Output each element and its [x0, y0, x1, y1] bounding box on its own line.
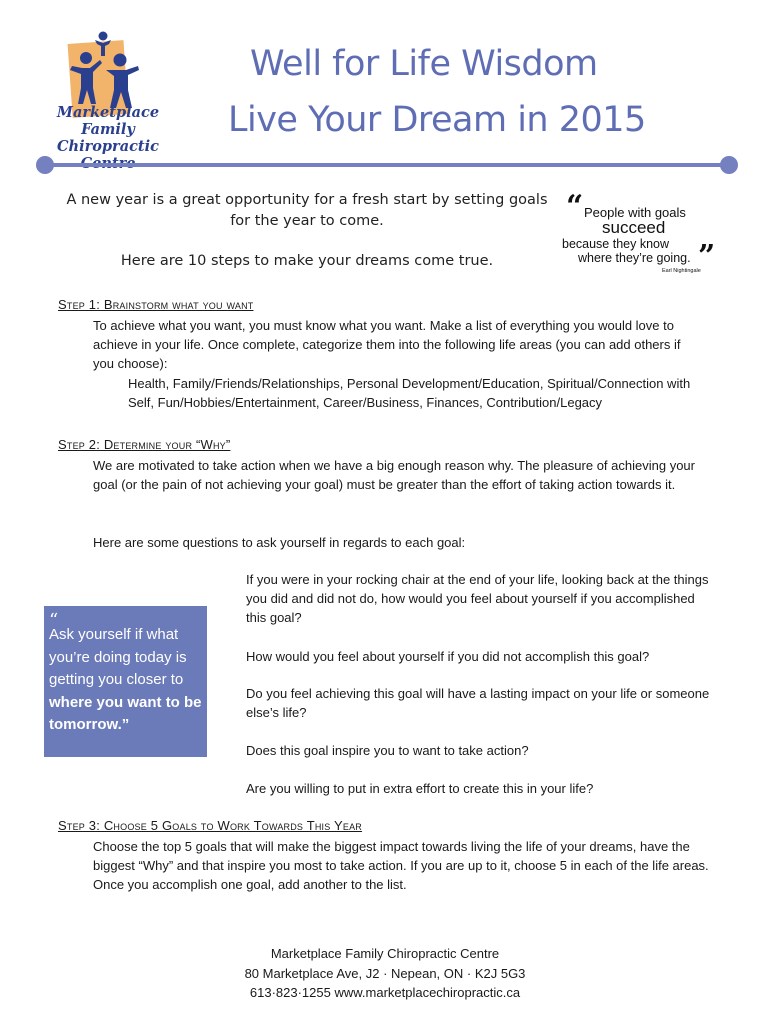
open-quote-mark: “: [566, 189, 584, 224]
step3-body: Choose the top 5 goals that will make the biggest impact towards living the life of your dreams, have the biggest “Why” and that inspire you most to take action. If you are up to it, choose 5 in each of the life areas. Once you accomplish one goal, add another to the list.: [93, 839, 709, 893]
quote-line: People with goals: [584, 205, 686, 220]
logo-wordmark: [38, 104, 178, 172]
footer-clinic-name: Marketplace Family Chiropractic Centre: [270, 946, 500, 961]
quote-author: Earl Nightingale: [662, 268, 701, 274]
step2-heading: Step 2: Determine your “Why”: [58, 437, 231, 452]
quote-line: succeed: [602, 218, 666, 237]
question-item: Do you feel achieving this goal will have a lasting impact on your life or someone else’s life?: [246, 686, 710, 721]
footer-address: 80 Marketplace Ave, J2 · Nepean, ON · K2J 5G3: [244, 965, 526, 981]
ask-yourself-quote-box: [44, 606, 207, 757]
quote-line: where they’re going.: [578, 251, 691, 265]
footer: [0, 944, 770, 1003]
question-item: If you were in your rocking chair at the end of your life, looking back at the things you did and did not do, how would you feel about yourself if you accomplished this goal?: [246, 572, 709, 626]
divider-dot-right: [720, 156, 738, 174]
header-divider: [44, 163, 728, 167]
page-subtitle: Live Your Dream in 2015: [228, 100, 646, 140]
close-quote-mark: ”: [698, 239, 716, 274]
logo-line1: Marketplace Family: [56, 104, 160, 138]
step1-heading: Step 1: Brainstorm what you want: [58, 297, 254, 312]
divider-dot-left: [36, 156, 54, 174]
open-quote-mark: “: [49, 610, 59, 631]
question-item: Are you willing to put in extra effort to create this in your life?: [246, 781, 594, 796]
question-item: How would you feel about yourself if you did not accomplish this goal?: [246, 649, 650, 664]
footer-contact: 613·823·1255 www.marketplacechiropractic.ca: [249, 985, 521, 1000]
intro-steps-text: Here are 10 steps to make your dreams come true.: [120, 253, 494, 269]
intro-text: A new year is a great opportunity for a fresh start by setting goals for the year to come.: [66, 192, 548, 229]
quote-bold: where you want to be tomorrow.”: [49, 693, 202, 733]
logo-line2: Chiropractic: [57, 138, 159, 155]
quote-regular: Ask yourself if what you’re doing today is getting you closer to: [49, 626, 187, 688]
step2-body: We are motivated to take action when we have a big enough reason why. The pleasure of achieving your goal (or the pain of not achieving your goal) must be greater than the effort of taking action towards it.: [93, 458, 695, 493]
quote-line: because they know: [562, 237, 670, 251]
step1-body: To achieve what you want, you must know what you want. Make a list of everything you would love to achieve in your life. Once complete, categorize them into the following life areas (you can add others if you choose):: [93, 318, 681, 372]
quote-text: [49, 624, 207, 737]
questions-intro: Here are some questions to ask yourself in regards to each goal:: [93, 535, 466, 550]
question-item: Does this goal inspire you to want to take action?: [246, 743, 529, 758]
goals-quote: [560, 189, 730, 276]
page-title: Well for Life Wisdom: [250, 44, 598, 84]
step3-heading: Step 3: Choose 5 Goals to Work Towards This Year: [58, 818, 363, 833]
step1-life-areas: Health, Family/Friends/Relationships, Personal Development/Education, Spiritual/Connection with Self, Fun/Hobbies/Entertainment, Career/Business, Finances, Contribution/Legacy: [128, 376, 691, 411]
